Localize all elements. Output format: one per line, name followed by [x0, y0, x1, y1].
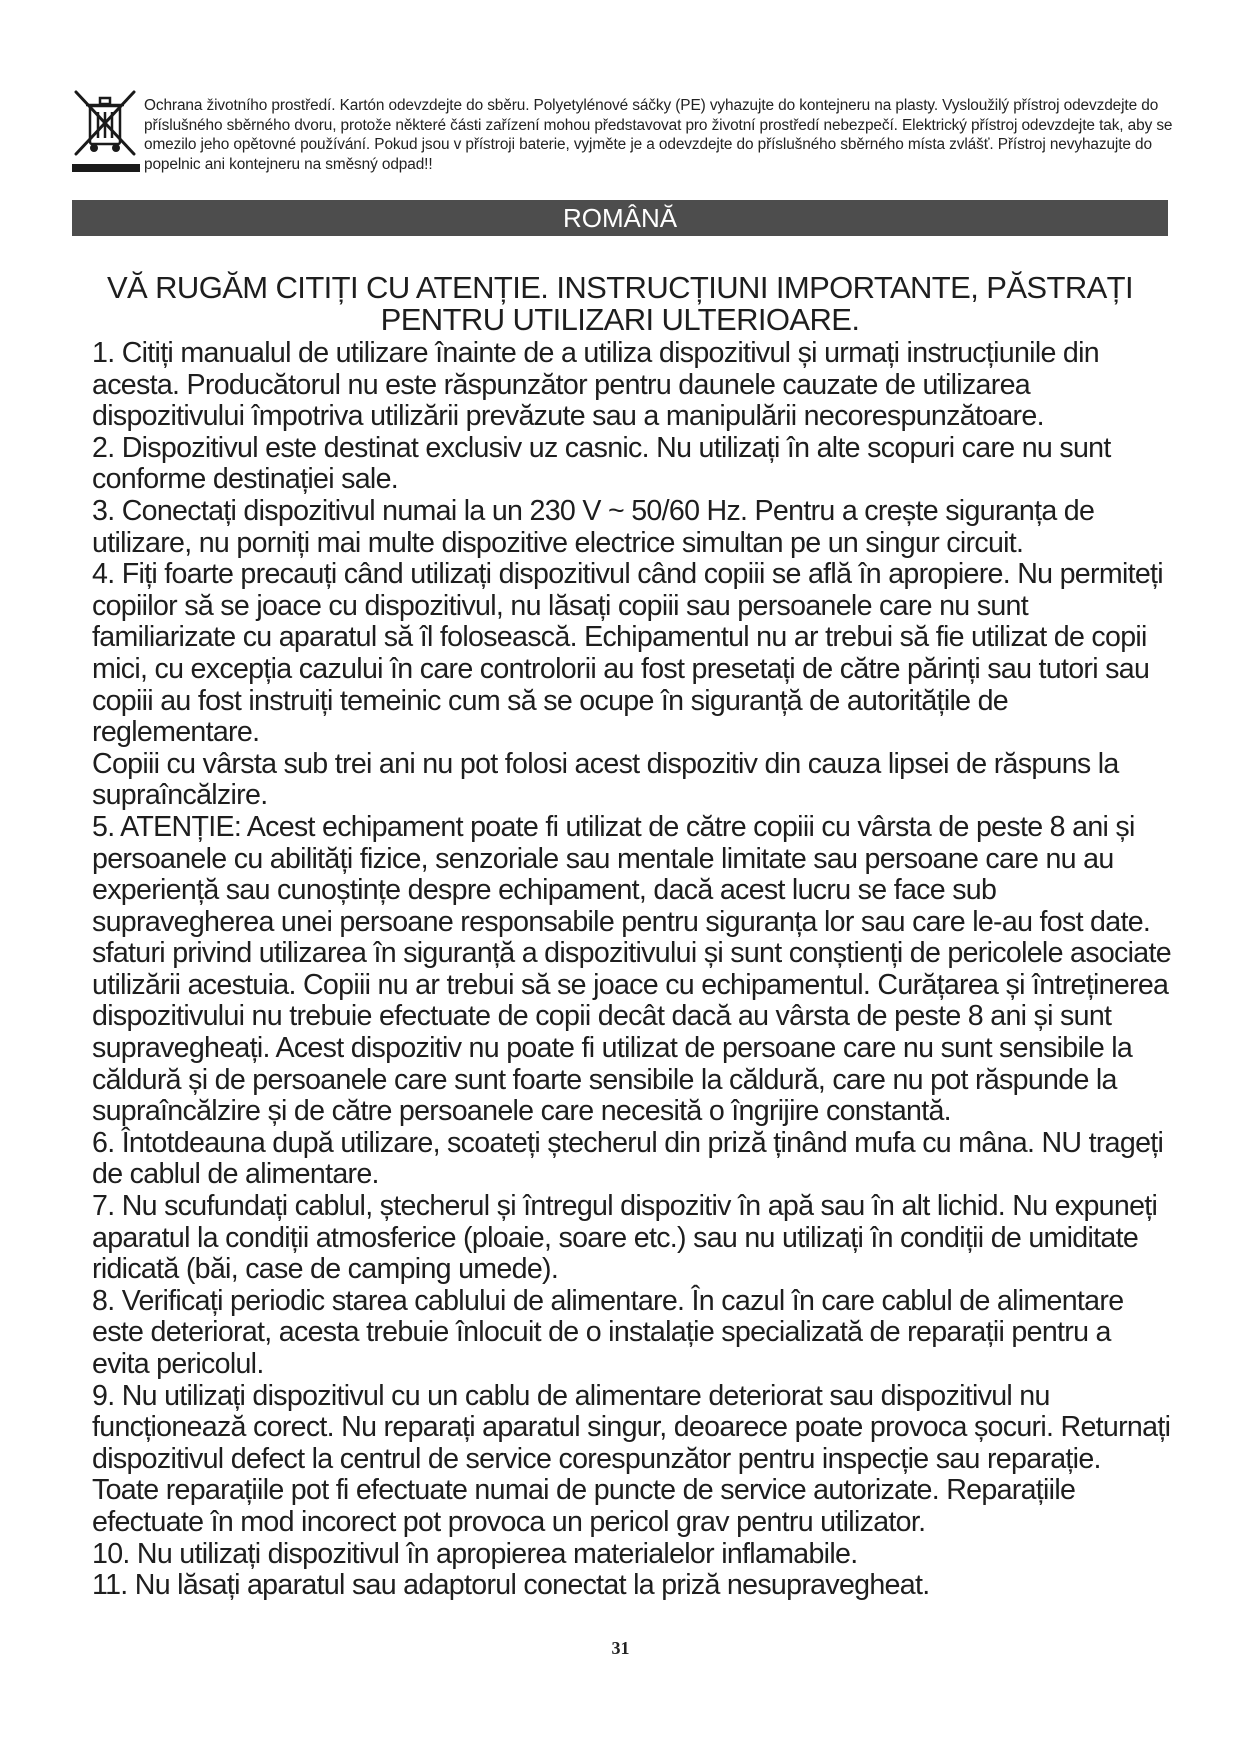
- instruction-paragraph: 10. Nu utilizați dispozitivul în apropierea materialelor inflamabile.: [92, 1537, 858, 1570]
- language-header: [72, 200, 1168, 236]
- instruction-paragraph: 9. Nu utilizați dispozitivul cu un cablu de alimentare deteriorat sau dispozitivul nu funcționează corect. Nu reparați aparatul singur, deoarece poate provoca șocuri. Returnați dispozitivul defect la centrul de service corespunzător pentru inspecție sau reparație. Toate reparațiile pot fi efectuate numai de puncte de service autorizate. Reparațiile efectuate în mod incorect pot provoca un pericol grav pentru utilizator.: [92, 1379, 1171, 1538]
- instruction-paragraph: 6. Întotdeauna după utilizare, scoateți ștecherul din priză ținând mufa cu mâna. NU trageți de cablul de alimentare.: [92, 1126, 1164, 1191]
- instruction-paragraph: 7. Nu scufundați cablul, ștecherul și întregul dispozitiv în apă sau în alt lichid. Nu expuneți aparatul la condiții atmosferice (ploaie, soare etc.) sau nu utilizați în condiții de umiditate ridicată (băi, case de camping umede).: [92, 1190, 1158, 1286]
- instruction-paragraph: Copiii cu vârsta sub trei ani nu pot folosi acest dispozitiv din cauza lipsei de răspuns la supraîncălzire.: [92, 747, 1119, 812]
- instructions-list: [92, 338, 1172, 1602]
- instruction-paragraph: 5. ATENȚIE: Acest echipament poate fi utilizat de către copiii cu vârsta de peste 8 ani și persoanele cu abilități fizice, senzoriale sau mentale limitate sau persoane care nu au experiență sau cunoștințe despre echipament, dacă acest lucru se face sub supravegherea unei persoane responsabile pentru siguranța lor sau care le-au fost date. sfaturi privind utilizarea în siguranță a dispozitivului și sunt conștienți de pericolele asociate utilizării acestuia. Copiii nu ar trebui să se joace cu echipamentul. Curățarea și întreținerea dispozitivului nu trebuie efectuate de copii decât dacă au vârsta de peste 8 ani și sunt supravegheați. Acest dispozitiv nu poate fi utilizat de persoane care nu sunt sensibile la căldură și de persoanele care sunt foarte sensibile la căldură, care nu pot răspunde la supraîncălzire și de către persoanele care necesită o îngrijire constantă.: [92, 810, 1171, 1128]
- instruction-paragraph: 1. Citiți manualul de utilizare înainte de a utiliza dispozitivul și urmați instrucțiunile din acesta. Producătorul nu este răspunzător pentru daunele cauzate de utilizarea dispozitivului împotriva utilizării prevăzute sau a manipulării necorespunzătoare.: [92, 337, 1099, 433]
- instruction-paragraph: 4. Fiți foarte precauți când utilizați dispozitivul când copiii se află în apropiere. Nu permiteți copiilor să se joace cu dispozitivul, nu lăsați copiii sau persoanele care nu sunt familiarizate cu aparatul să îl folosească. Echipamentul nu ar trebui să fie utilizat de copii mici, cu excepția cazului în care controlorii au fost presetați de către părinți sau tutori sau copiii au fost instruiți temeinic cum să se ocupe în siguranță de autoritățile de reglementare.: [92, 558, 1163, 749]
- instruction-paragraph: 8. Verificați periodic starea cablului de alimentare. În cazul în care cablul de alimentare este deteriorat, acesta trebuie înlocuit de o instalație specializată de reparații pentru a evita pericolul.: [92, 1284, 1124, 1380]
- crossed-out-wheelie-bin-icon: [72, 88, 140, 174]
- page-title: VĂ RUGĂM CITIȚI CU ATENȚIE. INSTRUCȚIUNI IMPORTANTE, PĂSTRAȚI PENTRU UTILIZARI ULTERIOARE.: [106, 270, 1134, 337]
- instruction-paragraph: 3. Conectați dispozitivul numai la un 230 V ~ 50/60 Hz. Pentru a crește siguranța de utilizare, nu porniți mai multe dispozitive electrice simultan pe un singur circuit.: [92, 494, 1095, 559]
- instruction-paragraph: 11. Nu lăsați aparatul sau adaptorul conectat la priză nesupravegheat.: [92, 1569, 930, 1602]
- disposal-notice: Ochrana životního prostředí. Kartón odevzdejte do sběru. Polyetylénové sáčky (PE) vyhazujte do kontejneru na plasty. Vysloužilý přístroj odevzdejte do příslušného sběrného dvoru, protože některé části zařízení mohou představovat pro životní prostředí nebezpečí. Elektrický přístroj odevzdejte tak, aby se omezilo jeho opětovné používání. Pokud jsou v přístroji baterie, vyjměte je a odevzdejte do příslušného sběrného místa zvlášť. Přístroj nevyhazujte do popelnic ani kontejneru na směsný odpad!!: [144, 97, 1173, 173]
- language-label: ROMÂNĂ: [562, 203, 678, 233]
- page-number: 31: [611, 1638, 630, 1658]
- instruction-paragraph: 2. Dispozitivul este destinat exclusiv uz casnic. Nu utilizați în alte scopuri care nu sunt conforme destinației sale.: [92, 431, 1111, 496]
